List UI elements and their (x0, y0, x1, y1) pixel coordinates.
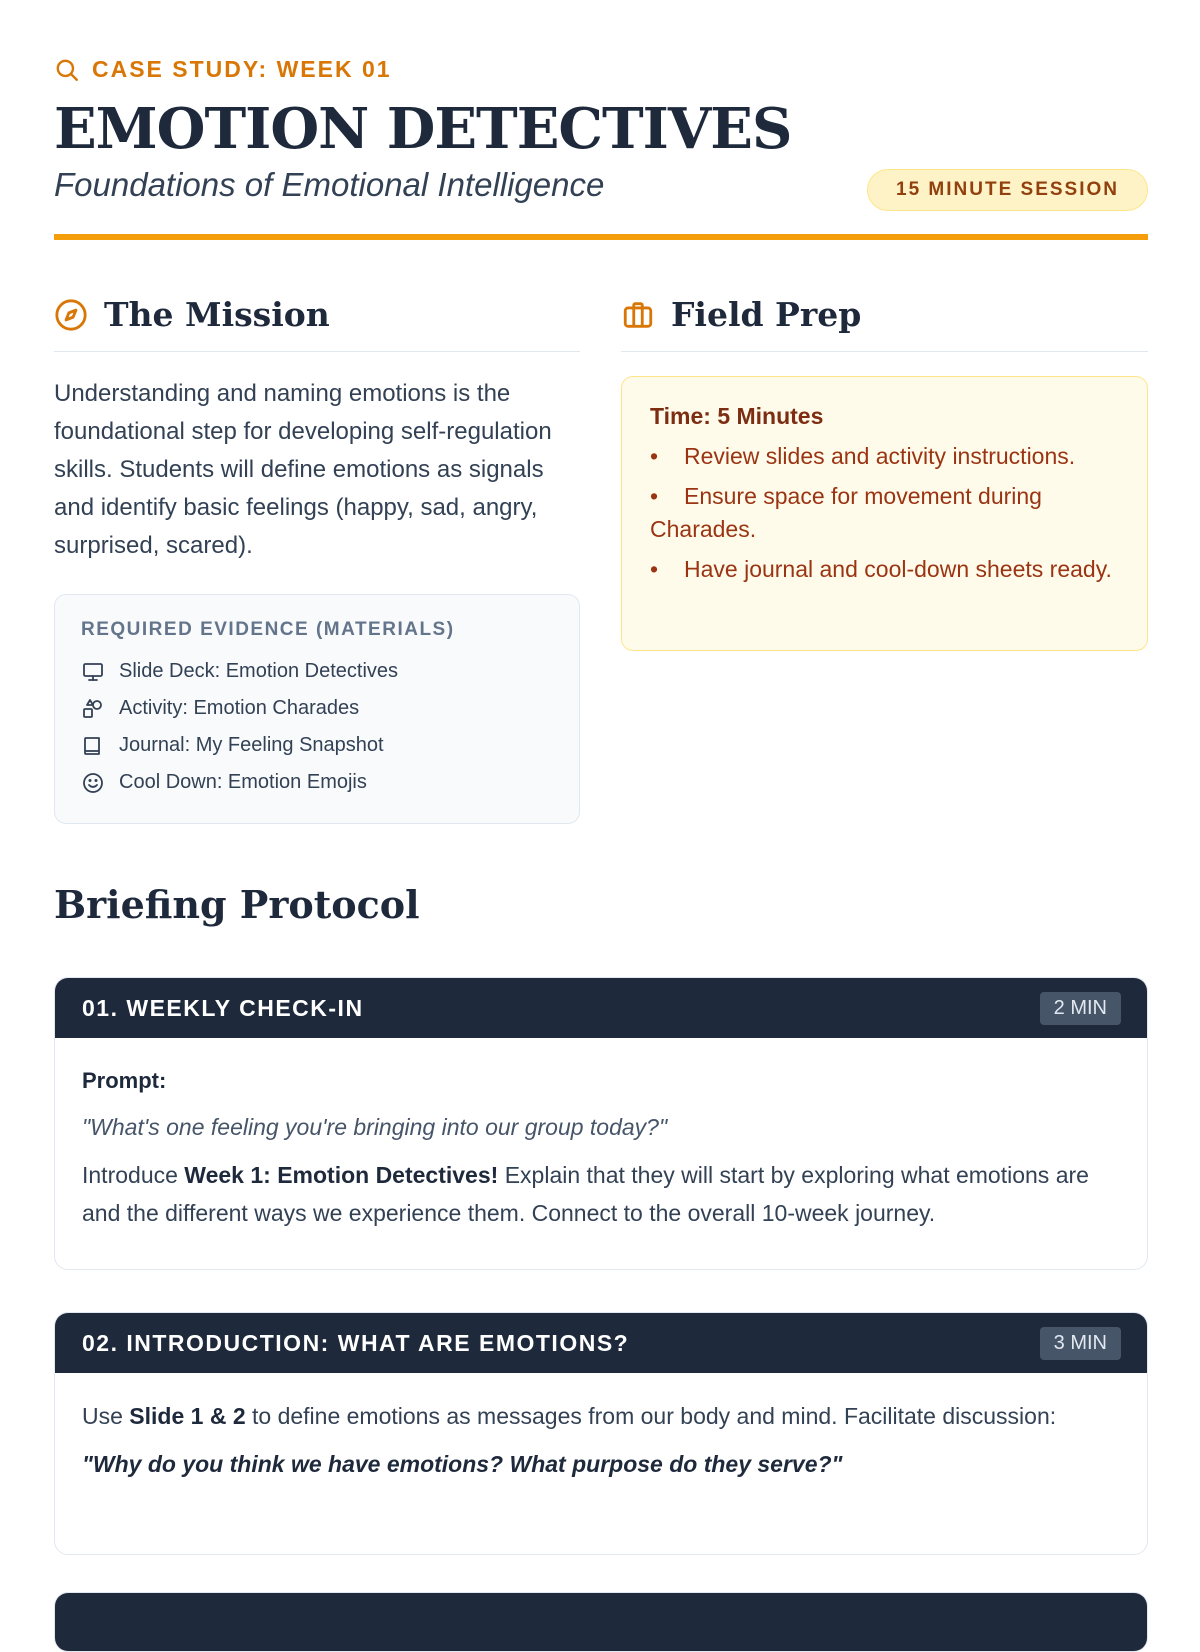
step-instructions (82, 1397, 1120, 1435)
instruction-highlight: Slide 1 & 2 (129, 1403, 246, 1429)
material-item (81, 764, 553, 801)
case-study-label (54, 56, 392, 83)
instruction-text: to define emotions as messages from our body and mind. Facilitate discussion: (245, 1403, 1057, 1429)
protocol-step-card (54, 977, 1148, 1270)
page-title: EMOTION DETECTIVES (54, 96, 792, 162)
prep-item: • Review slides and activity instructions. (650, 440, 1119, 473)
prep-item: • Have journal and cool-down sheets ready. (650, 553, 1119, 586)
material-label: Activity: Emotion Charades (119, 697, 360, 719)
mission-heading (54, 293, 580, 352)
smiley-icon (81, 771, 105, 795)
step-title: 02. INTRODUCTION: WHAT ARE EMOTIONS? (82, 1329, 630, 1356)
step-duration-badge: 2 MIN (1040, 992, 1121, 1025)
prep-item: • Ensure space for movement during Charades. (650, 480, 1119, 546)
materials-list (81, 653, 553, 801)
step-header (55, 978, 1147, 1038)
instruction-text: Use (82, 1403, 130, 1429)
step-instructions (82, 1156, 1120, 1232)
material-item (81, 727, 553, 764)
material-item (81, 690, 553, 727)
step-title: 01. WEEKLY CHECK-IN (82, 994, 364, 1021)
book-icon (81, 734, 105, 758)
prep-list (650, 440, 1119, 586)
material-label: Slide Deck: Emotion Detectives (119, 660, 399, 682)
material-item (81, 653, 553, 690)
instruction-text: Introduce (82, 1162, 185, 1188)
material-label: Cool Down: Emotion Emojis (119, 771, 367, 793)
prompt-quote: "What's one feeling you're bringing into our group today?" (82, 1114, 668, 1140)
step-body (55, 1373, 1147, 1507)
step-duration-badge: 3 MIN (1040, 1327, 1121, 1360)
mission-title: The Mission (104, 295, 330, 334)
shapes-icon (81, 697, 105, 721)
discussion-quote: "Why do you think we have emotions? What purpose do they serve?" (82, 1451, 843, 1477)
step-body (55, 1038, 1147, 1256)
briefcase-icon (621, 298, 655, 332)
page-subtitle: Foundations of Emotional Intelligence (54, 166, 605, 203)
step-header (55, 1313, 1147, 1373)
compass-icon (54, 298, 88, 332)
protocol-title: Briefing Protocol (54, 882, 420, 927)
protocol-step-card (54, 1312, 1148, 1555)
header-divider (54, 234, 1148, 240)
prompt-label: Prompt: (82, 1068, 167, 1093)
materials-box (54, 594, 580, 824)
protocol-step-card-next (54, 1592, 1148, 1652)
field-prep-heading (621, 293, 1148, 352)
step-header (55, 1593, 1147, 1652)
materials-title: REQUIRED EVIDENCE (MATERIALS) (81, 619, 455, 640)
search-icon (54, 57, 80, 83)
mission-description: Understanding and naming emotions is the foundational step for developing self-regulation skills. Students will define emotions as signals and identify basic feelings (happy, sad, angry, surprised, scared). (54, 380, 552, 559)
field-prep-title: Field Prep (671, 295, 862, 334)
session-length-badge: 15 MINUTE SESSION (867, 169, 1148, 211)
instruction-text: Explain that they will start by exploring what emotions are and the different ways we experience them. Connect to the overall 10-week journey. (82, 1162, 1089, 1226)
eyebrow-text: CASE STUDY: WEEK 01 (92, 56, 392, 82)
instruction-highlight: Week 1: Emotion Detectives! (184, 1162, 499, 1188)
material-label: Journal: My Feeling Snapshot (119, 734, 384, 756)
field-prep-box (621, 376, 1148, 651)
monitor-icon (81, 660, 105, 684)
prep-time: Time: 5 Minutes (650, 403, 824, 429)
